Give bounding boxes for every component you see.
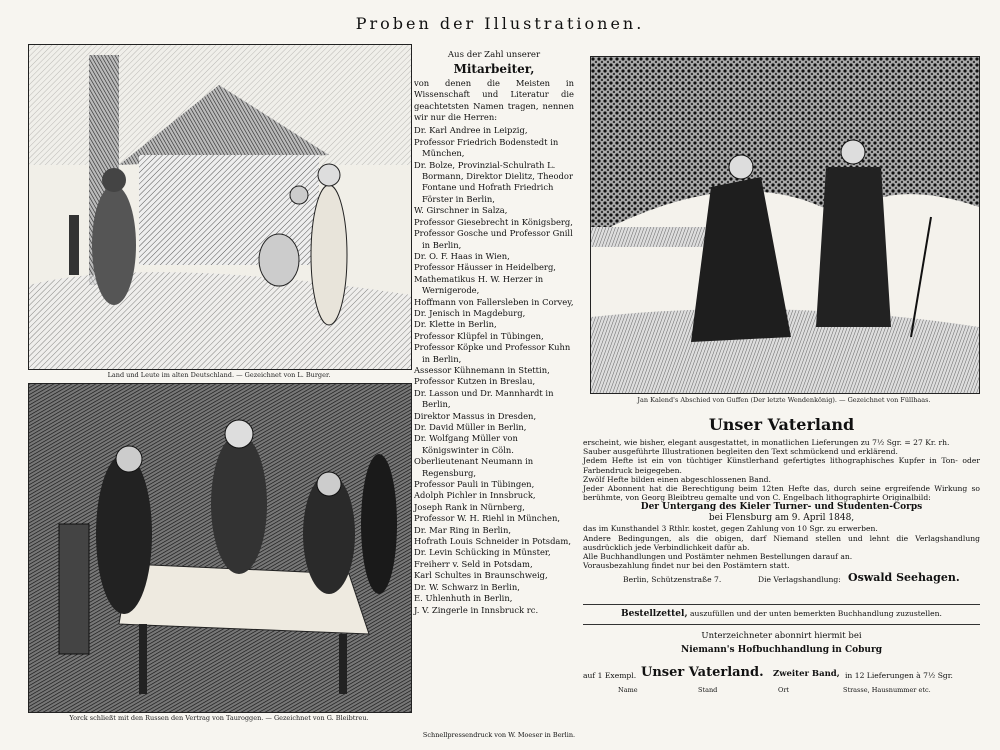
contributor-entry: Dr. Karl Andree in Leipzig, [414,125,528,136]
advert-paragraph: Sauber ausgeführte Illustrationen begleiten den Text schmückend und erklärend. [583,447,898,457]
contributor-entry: Professor Köpke und Professor Kuhn in Berlin, [414,342,571,364]
order-line [583,665,980,683]
contributor-entry: Hofrath Louis Schneider in Potsdam, [414,536,572,547]
page-title: Proben der Illustrationen. [355,14,645,33]
printer-note: Schnellpressendruck von W. Moeser in Berlin. [422,731,576,739]
contributors-list [414,125,574,615]
painting-place: bei Flensburg am 9. April 1848, [708,513,855,524]
contributor-entry: Freiherr v. Seld in Potsdam, [414,558,533,569]
contributor-entry: Professor Häusser in Heidelberg, [414,262,556,273]
contributor-entry: Professor Giesebrecht in Königsberg, [414,216,573,227]
contributor-entry: Direktor Massus in Dresden, [414,410,537,421]
publisher-name: Oswald Seehagen. [848,571,960,585]
advert-paragraph: Zwölf Hefte bilden einen abgeschlossenen Band. [583,474,771,484]
contributor-entry: Professor Kutzen in Breslau, [414,376,536,387]
order-form-line1: Unterzeichneter abonnirt hiermit bei [701,631,862,641]
contributor-entry: Professor Klüpfel in Tübingen, [414,330,544,341]
order-title: Unser Vaterland. [641,665,764,680]
contributor-entry: Professor Gosche und Professor Gnill in Berlin, [414,228,573,250]
contributor-entry: W. Girschner in Salza, [414,205,508,216]
contributor-entry: J. V. Zingerle in Innsbruck rc. [414,604,539,615]
contributors-heading: Mitarbeiter, [453,62,535,77]
publisher-address: Berlin, Schützenstraße 7. [623,575,722,585]
contributor-entry: Assessor Kühnemann in Stettin, [414,364,550,375]
bookshop-place: in Coburg [831,645,883,655]
contributor-entry: Dr. O. F. Haas in Wien, [414,250,510,261]
contributor-entry: Dr. Wolfgang Müller von Königswinter in Cöln. [414,433,518,455]
contributors-intro: Aus der Zahl unserer [447,50,541,60]
contributor-entry: Mathematikus H. W. Herzer in Wernigerode, [414,273,544,296]
illustration-farewell-scene [590,56,980,394]
advert-paragraph: Alle Buchhandlungen und Postämter nehmen Bestellungen darauf an. [583,552,853,562]
advert-paragraph: Vorausbezahlung findet nur bei den Postämtern statt. [583,561,790,571]
field-address[interactable]: Strasse, Hausnummer etc. [843,686,931,694]
order-prefix: auf 1 Exempl. [583,671,637,680]
contributor-entry: Professor W. H. Riehl in München, [414,513,561,524]
advert-paragraph: das im Kunsthandel 3 Rthlr. kostet, gegen Zahlung von 10 Sgr. zu erwerben. [583,524,878,534]
advert-body [583,438,980,587]
order-volume: Zweiter Band, [773,669,840,679]
contributor-entry: E. Uhlenhuth in Berlin, [414,593,513,604]
order-form-title: Bestellzettel, [621,609,688,619]
contributor-entry: Hoffmann von Fallersleben in Corvey, [414,296,574,307]
contributor-entry: Dr. Bolze, Provinzial-Schulrath L. Bormann, Direktor Dielitz, Theodor Fontane und Hofrath Friedrich Förster in Berlin, [414,159,573,204]
field-name[interactable]: Name [618,686,638,694]
contributor-entry: Dr. Lasson und Dr. Mannhardt in Berlin, [414,387,554,410]
contributor-entry: Oberlieutenant Neumann in Regensburg, [414,456,534,478]
advert-paragraph: Jedem Hefte ist ein von tüchtiger Künstlerhand gefertigtes lithographisches Kupfer in Ton- oder Farbendruck beigegeben. [583,456,980,475]
bookshop-name: Niemann's Hofbuchhandlung [680,645,829,655]
caption-farewell-scene: Jan Kalend's Abschied von Guffen (Der letzte Wendenkönig). — Gezeichnet von Füllhaas. [637,396,931,404]
advert-paragraph: erscheint, wie bisher, elegant ausgestattet, in monatlichen Lieferungen zu 7½ Sgr. = 27 Kr. rh. [583,438,950,447]
caption-village-scene: Land und Leute im alten Deutschland. — Gezeichnet von L. Burger. [107,371,331,379]
illustration-treaty-scene [28,383,412,713]
contributor-entry: Professor Pauli in Tübingen, [414,479,535,490]
contributors-description: von denen die Meisten in Wissenschaft und Literatur die geachtetsten Namen tragen, nennen wir nur die Herren: [414,77,574,123]
contributor-entry: Professor Friedrich Bodenstedt in München, [414,136,559,159]
field-stand[interactable]: Stand [698,686,718,694]
advert-title: Unser Vaterland [708,415,855,434]
contributor-entry: Dr. David Müller in Berlin, [414,422,527,432]
contributor-entry: Dr. Mar Ring in Berlin, [414,524,512,535]
order-fields [583,686,980,698]
publisher-line [583,573,980,587]
divider [583,624,980,625]
divider [583,604,980,605]
contributors-column [414,50,574,616]
advert-paragraph: Jeder Abonnent hat die Berechtigung beim 12ten Hefte das, durch seine ergreifende Wirkung so berühmte, von Georg Bleibtreu gemalte und von C. Engelbach lithographirte Originalbild: [583,484,980,503]
contributor-entry: Dr. W. Schwarz in Berlin, [414,581,520,592]
contributor-entry: Dr. Klette in Berlin, [414,319,497,330]
order-form-header [583,609,980,619]
publisher-label: Die Verlagshandlung: [758,575,841,585]
contributor-entry: Dr. Levin Schücking in Münster, [414,547,551,558]
order-form-instruction: auszufüllen und der unten bemerkten Buchhandlung zuzustellen. [690,609,942,618]
order-form-bookshop-line [583,646,980,655]
contributor-entry: Karl Schultes in Braunschweig, [414,570,548,581]
painting-title: Der Untergang des Kieler Turner- und Studenten-Corps [640,502,923,513]
contributor-entry: Joseph Rank in Nürnberg, [414,501,525,512]
caption-treaty-scene: Yorck schließt mit den Russen den Vertrag von Tauroggen. — Gezeichnet von G. Bleibtreu. [69,714,369,722]
field-ort[interactable]: Ort [778,686,790,694]
advert-paragraph: Andere Bedingungen, als die obigen, darf Niemand stellen und lehnt die Verlagshandlung ausdrücklich jede Verbindlichkeit dafür ab. [583,533,980,552]
contributor-entry: Adolph Pichler in Innsbruck, [414,490,536,501]
order-installments: in 12 Lieferungen à 7½ Sgr. [845,671,953,680]
contributor-entry: Dr. Jenisch in Magdeburg, [414,307,526,318]
illustration-village-scene [28,44,412,370]
